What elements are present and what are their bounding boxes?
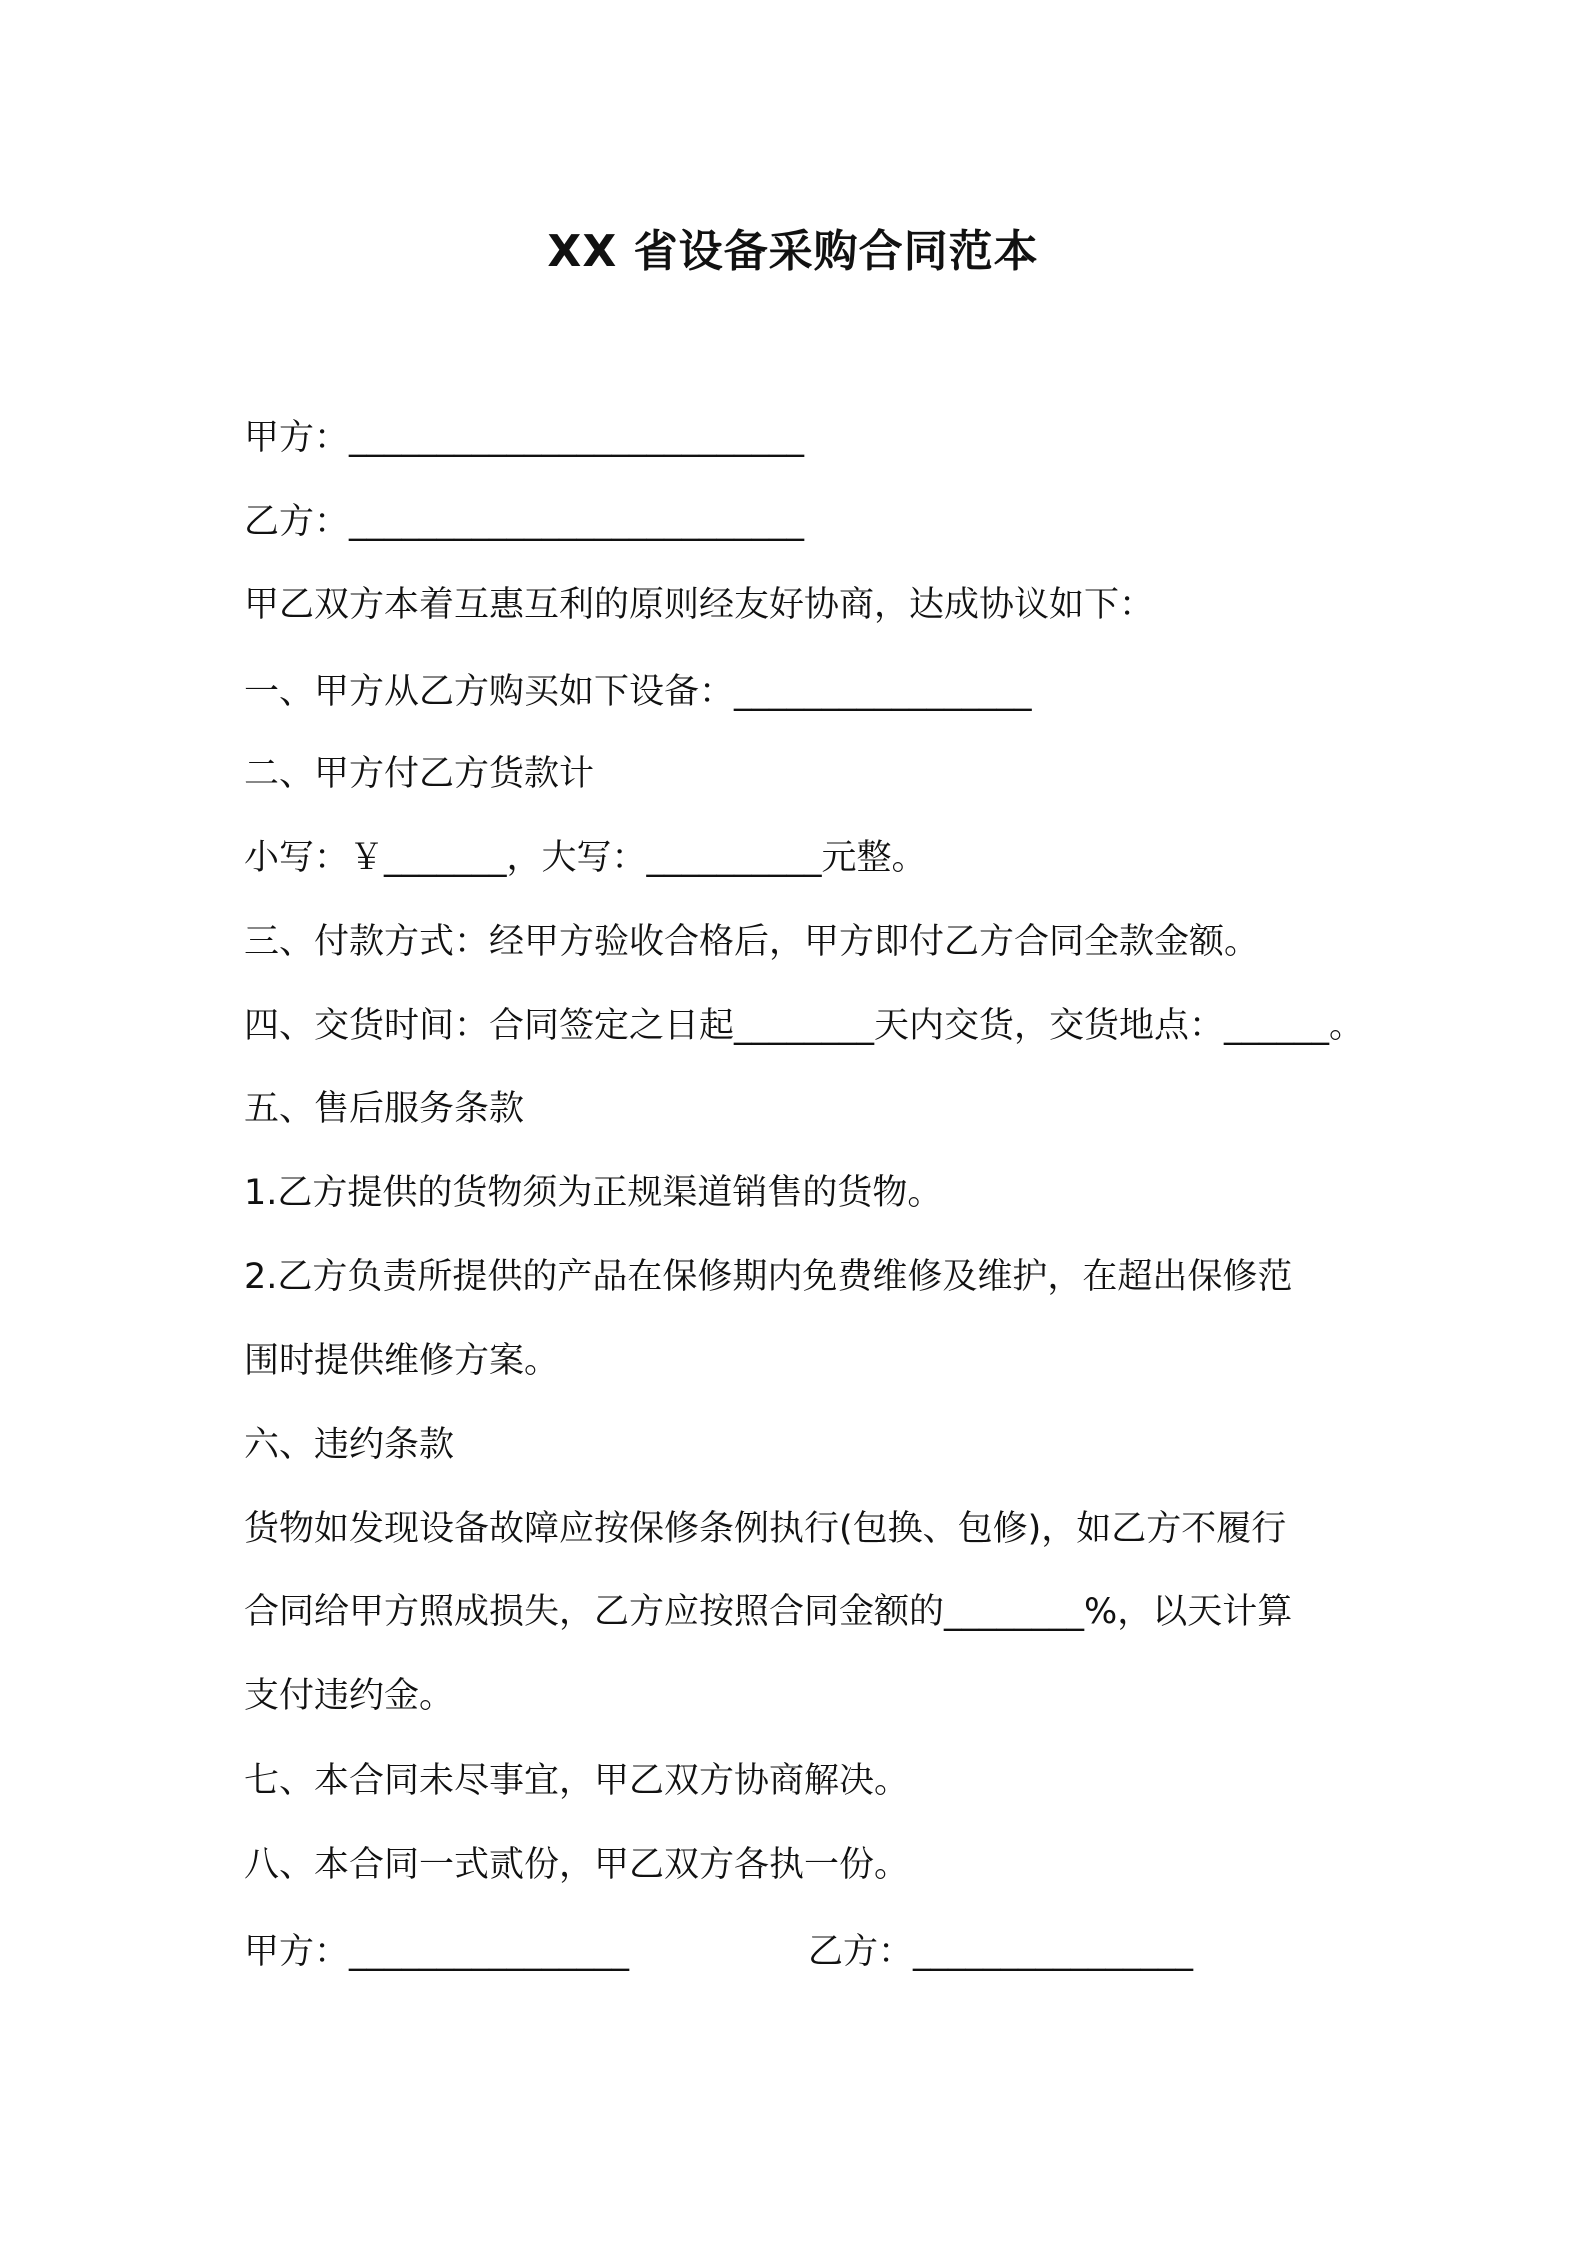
clause-4-delivery: 四、交货时间：合同签定之日起________天内交货，交货地点：______。 [244,1006,1365,1046]
clause-5-item-2-line-1: 2.乙方负责所提供的产品在保修期内免费维修及维护，在超出保修范 [244,1257,1293,1297]
clause-6-line-3: 支付违约金。 [244,1676,455,1716]
party-a-line: 甲方：__________________________ [244,418,805,458]
signature-party-b: 乙方：________________ [808,1932,1194,1972]
clause-3-payment-method: 三、付款方式：经甲方验收合格后，甲方即付乙方合同全款金额。 [244,922,1260,962]
document-title: XX 省设备采购合同范本 [547,226,1039,277]
amount-line: 小写：￥_______，大写：__________元整。 [244,838,927,878]
preamble-paragraph: 甲乙双方本着互惠互利的原则经友好协商，达成协议如下： [244,585,1155,625]
clause-2-payment-amount: 二、甲方付乙方货款计 [244,754,595,794]
clause-6-heading: 六、违约条款 [244,1425,455,1465]
clause-6-line-2: 合同给甲方照成损失，乙方应按照合同金额的________%，以天计算 [244,1592,1293,1632]
clause-8: 八、本合同一式贰份，甲乙双方各执一份。 [244,1845,910,1885]
party-b-line: 乙方：__________________________ [244,502,805,542]
clause-6-line-1: 货物如发现设备故障应按保修条例执行(包换、包修)，如乙方不履行 [244,1509,1287,1549]
clause-1-equipment: 一、甲方从乙方购买如下设备：_________________ [244,672,1032,712]
clause-7: 七、本合同未尽事宜，甲乙双方协商解决。 [244,1761,910,1801]
signature-party-a: 甲方：________________ [244,1932,630,1972]
clause-5-item-1: 1.乙方提供的货物须为正规渠道销售的货物。 [244,1173,943,1213]
clause-5-item-2-line-2: 围时提供维修方案。 [244,1341,560,1381]
clause-5-heading: 五、售后服务条款 [244,1089,525,1129]
